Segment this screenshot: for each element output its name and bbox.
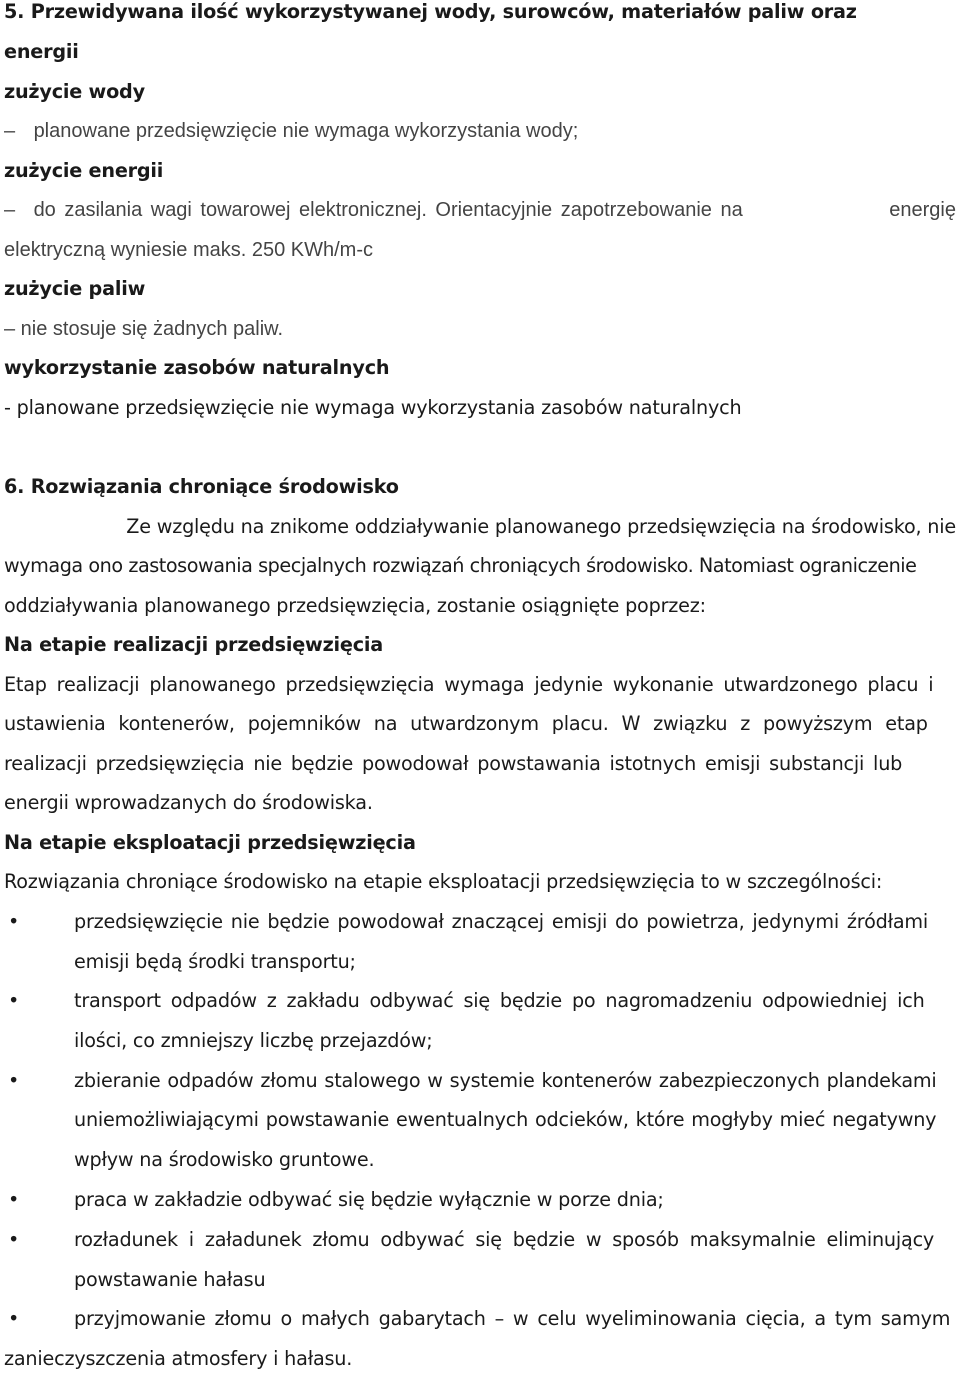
water-label: zużycie wody (4, 80, 145, 103)
realization-line1: Etap realizacji planowanego przedsięwzięcia wymaga jedynie wykonanie utwardzonego placu i (4, 673, 934, 696)
list-item-text: wpływ na środowisko gruntowe. (74, 1148, 375, 1171)
energy-text-a: do zasilania wagi towarowej elektronicznej. Orientacyjnie zapotrzebowanie na (33, 199, 743, 221)
list-item-text: uniemożliwiającymi powstawanie ewentualnych odcieków, które mogłyby mieć negatywny (74, 1108, 937, 1131)
bullet-marker: • (8, 1069, 20, 1092)
bullet-marker: • (8, 1228, 20, 1251)
water-text: planowane przedsięwzięcie nie wymaga wykorzystania wody; (33, 120, 579, 142)
fuel-text: – nie stosuje się żadnych paliw. (4, 318, 284, 340)
energy-line2: elektryczną wyniesie maks. 250 KWh/m-c (4, 239, 374, 261)
section6-intro-line2: wymaga ono zastosowania specjalnych rozwiązań chroniących środowisko. Natomiast ograniczenie (4, 554, 917, 577)
bullet-marker: • (8, 910, 20, 933)
list-item-text: zbieranie odpadów złomu stalowego w systemie kontenerów zabezpieczonych plandekami (74, 1069, 937, 1092)
bullet-marker: • (8, 1307, 20, 1330)
section6-heading: 6. Rozwiązania chroniące środowisko (4, 475, 399, 498)
list-item-text: przyjmowanie złomu o małych gabarytach – w celu wyeliminowania cięcia, a tym samym (74, 1307, 951, 1330)
realization-line2: ustawienia kontenerów, pojemników na utwardzonym placu. W związku z powyższym etap (4, 712, 928, 735)
list-item-text: zanieczyszczenia atmosfery i hałasu. (4, 1347, 353, 1370)
natural-resources-text: - planowane przedsięwzięcie nie wymaga wykorzystania zasobów naturalnych (4, 396, 742, 419)
realization-heading: Na etapie realizacji przedsięwzięcia (4, 633, 384, 656)
section5-heading-line2: energii (4, 40, 79, 63)
bullet-marker: • (8, 1188, 20, 1211)
section6-intro-line3: oddziaływania planowanego przedsięwzięcia, zostanie osiągnięte poprzez: (4, 594, 706, 617)
list-item-text: przedsięwzięcie nie będzie powodował znaczącej emisji do powietrza, jedynymi źródłami (74, 910, 929, 933)
exploitation-heading: Na etapie eksploatacji przedsięwzięcia (4, 831, 416, 854)
dash-marker: – (4, 199, 16, 221)
realization-line4: energii wprowadzanych do środowiska. (4, 791, 373, 814)
realization-line3: realizacji przedsięwzięcia nie będzie powodował powstawania istotnych emisji substancji lub (4, 752, 903, 775)
exploitation-intro: Rozwiązania chroniące środowisko na etapie eksploatacji przedsięwzięcia to w szczególności: (4, 870, 883, 893)
list-item-text: emisji będą środki transportu; (74, 950, 356, 973)
energy-label: zużycie energii (4, 159, 164, 182)
natural-resources-label: wykorzystanie zasobów naturalnych (4, 356, 390, 379)
water-line (4, 119, 958, 143)
list-item-text: praca w zakładzie odbywać się będzie wyłącznie w porze dnia; (74, 1188, 664, 1211)
bullet-marker: • (8, 989, 20, 1012)
fuel-label: zużycie paliw (4, 277, 146, 300)
list-item-text: ilości, co zmniejszy liczbę przejazdów; (74, 1029, 433, 1052)
energy-text-b: energię (889, 199, 956, 221)
energy-line1 (4, 198, 956, 222)
dash-marker: – (4, 120, 16, 142)
list-item-text: transport odpadów z zakładu odbywać się będzie po nagromadzeniu odpowiedniej ich (74, 989, 925, 1012)
list-item-text: rozładunek i załadunek złomu odbywać się będzie w sposób maksymalnie eliminujący (74, 1228, 935, 1251)
section6-intro-line1: Ze względu na znikome oddziaływanie planowanego przedsięwzięcia na środowisko, nie (126, 515, 956, 538)
list-item-text: powstawanie hałasu (74, 1268, 266, 1291)
section5-heading-line1: 5. Przewidywana ilość wykorzystywanej wody, surowców, materiałów paliw oraz (4, 0, 857, 23)
